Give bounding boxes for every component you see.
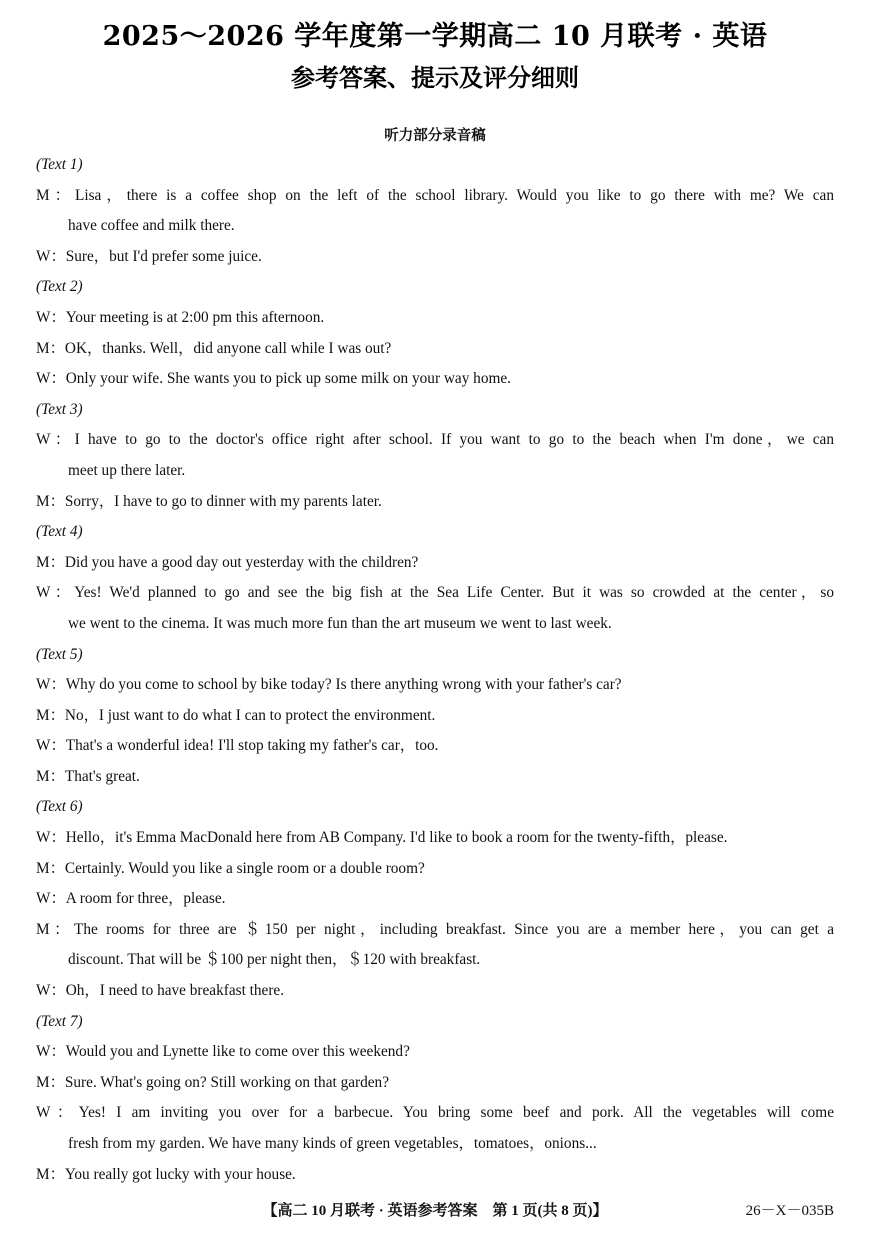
dialogue-line: M：You really got lucky with your house. xyxy=(36,1165,296,1183)
section-heading: 听力部分录音稿 xyxy=(384,128,486,144)
document-title: 2025～2026 学年度第一学期高二 10 月联考 · 英语 xyxy=(102,21,768,52)
dialogue-line: W：Oh，I need to have breakfast there. xyxy=(36,982,285,1000)
dialogue-line: M：That's great. xyxy=(36,767,140,785)
dialogue-line-continued: discount. That will be ＄100 per night then，＄120 with breakfast. xyxy=(68,951,481,969)
dialogue-line: W：A room for three，please. xyxy=(36,890,226,908)
dialogue-line: M：The rooms for three are ＄150 per night，including breakfast. Since you are a member here，you can get a xyxy=(36,920,834,938)
document-subtitle: 参考答案、提示及评分细则 xyxy=(291,63,579,92)
dialogue-line: W：Sure，but I'd prefer some juice. xyxy=(36,247,262,265)
dialogue-line: W：That's a wonderful idea! I'll stop taking my father's car，too. xyxy=(36,737,439,755)
dialogue-line: M：Did you have a good day out yesterday with the children? xyxy=(36,553,419,571)
text-number-label: (Text 5) xyxy=(36,645,83,663)
dialogue-line-continued: meet up there later. xyxy=(68,461,186,479)
footer-paper-code: 26－X－035B xyxy=(745,1203,834,1219)
dialogue-line: W：Only your wife. She wants you to pick up some milk on your way home. xyxy=(36,370,511,388)
page-footer xyxy=(0,1199,870,1223)
dialogue-line: M：Lisa，there is a coffee shop on the left of the school library. Would you like to go there with me? We can xyxy=(36,186,834,204)
dialogue-line: M：OK，thanks. Well，did anyone call while I was out? xyxy=(36,339,392,357)
text-number-label: (Text 6) xyxy=(36,798,83,816)
text-number-label: (Text 4) xyxy=(36,523,83,541)
dialogue-line-continued: have coffee and milk there. xyxy=(68,217,235,235)
dialogue-line: M：Sorry，I have to go to dinner with my parents later. xyxy=(36,492,382,510)
dialogue-line: M：Sure. What's going on? Still working on that garden? xyxy=(36,1073,389,1091)
listening-transcript xyxy=(36,150,834,1190)
footer-page-info: 【高二 10 月联考 · 英语参考答案 第 1 页(共 8 页)】 xyxy=(262,1203,608,1219)
dialogue-line: W：Your meeting is at 2:00 pm this afternoon. xyxy=(36,308,325,326)
dialogue-line: W：Why do you come to school by bike today? Is there anything wrong with your father's car? xyxy=(36,676,622,694)
dialogue-line: W：I have to go to the doctor's office right after school. If you want to go to the beach when I'm done，we can xyxy=(36,431,834,449)
dialogue-line: W：Would you and Lynette like to come over this weekend? xyxy=(36,1043,410,1061)
text-number-label: (Text 1) xyxy=(36,156,83,173)
dialogue-line-continued: fresh from my garden. We have many kinds of green vegetables，tomatoes，onions... xyxy=(68,1135,597,1152)
text-number-label: (Text 7) xyxy=(36,1012,83,1030)
dialogue-line: M：Certainly. Would you like a single room or a double room? xyxy=(36,859,425,877)
text-number-label: (Text 2) xyxy=(36,278,83,296)
dialogue-line: W：Yes! We'd planned to go and see the big fish at the Sea Life Center. But it was so crowded at the center，so xyxy=(36,584,834,602)
text-number-label: (Text 3) xyxy=(36,400,83,418)
dialogue-line: W：Yes! I am inviting you over for a barbecue. You bring some beef and pork. All the vegetables will come xyxy=(36,1104,834,1122)
dialogue-line: M：No，I just want to do what I can to protect the environment. xyxy=(36,706,436,724)
dialogue-line: W：Hello，it's Emma MacDonald here from AB Company. I'd like to book a room for the twenty-fifth，please. xyxy=(36,829,728,847)
dialogue-line-continued: we went to the cinema. It was much more fun than the art museum we went to last week. xyxy=(68,614,612,632)
